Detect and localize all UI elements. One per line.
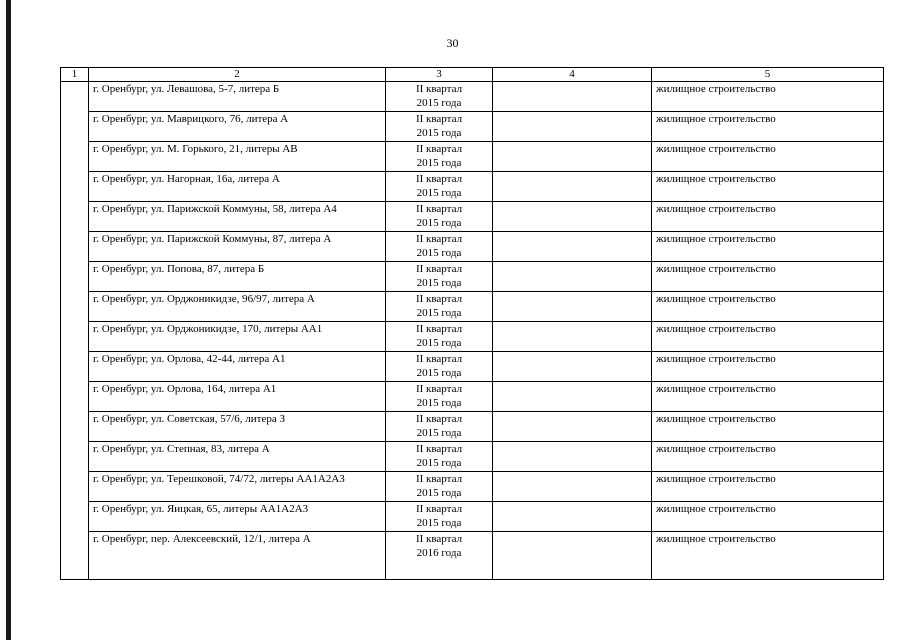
- period-quarter: II квартал: [415, 83, 463, 95]
- purpose-cell: жилищное строительство: [652, 142, 884, 172]
- purpose-cell: жилищное строительство: [652, 442, 884, 472]
- purpose-cell: жилищное строительство: [652, 412, 884, 442]
- period-quarter: II квартал: [415, 413, 463, 425]
- period-cell: [386, 442, 493, 472]
- empty-cell: [493, 442, 652, 472]
- period-year: 2015 года: [416, 187, 462, 199]
- period-quarter: II квартал: [415, 443, 463, 455]
- period-quarter: II квартал: [415, 203, 463, 215]
- property-table: [60, 67, 884, 580]
- column-header: 4: [493, 68, 652, 82]
- address-cell: г. Оренбург, пер. Алексеевский, 12/1, литера А: [89, 532, 386, 580]
- address-cell: г. Оренбург, ул. Левашова, 5-7, литера Б: [89, 82, 386, 112]
- period-cell: [386, 382, 493, 412]
- empty-cell: [493, 232, 652, 262]
- period-cell: [386, 202, 493, 232]
- purpose-cell: жилищное строительство: [652, 322, 884, 352]
- table-row: [61, 322, 884, 352]
- column-header: 5: [652, 68, 884, 82]
- empty-cell: [493, 352, 652, 382]
- period-year: 2015 года: [416, 427, 462, 439]
- empty-cell: [493, 532, 652, 580]
- table-row: [61, 292, 884, 322]
- period-cell: [386, 322, 493, 352]
- table-row: [61, 382, 884, 412]
- period-cell: [386, 292, 493, 322]
- address-cell: г. Оренбург, ул. Маврицкого, 76, литера А: [89, 112, 386, 142]
- period-year: 2015 года: [416, 127, 462, 139]
- address-cell: г. Оренбург, ул. Попова, 87, литера Б: [89, 262, 386, 292]
- scan-edge-bar: [6, 0, 11, 640]
- period-year: 2015 года: [416, 457, 462, 469]
- period-year: 2015 года: [416, 247, 462, 259]
- purpose-cell: жилищное строительство: [652, 232, 884, 262]
- column-number-row: [61, 68, 884, 82]
- empty-cell: [493, 292, 652, 322]
- empty-cell: [493, 172, 652, 202]
- purpose-cell: жилищное строительство: [652, 262, 884, 292]
- empty-cell: [493, 262, 652, 292]
- purpose-cell: жилищное строительство: [652, 112, 884, 142]
- table-row: [61, 112, 884, 142]
- address-cell: г. Оренбург, ул. Терешковой, 74/72, литеры АА1А2А3: [89, 472, 386, 502]
- period-quarter: II квартал: [415, 533, 463, 545]
- address-cell: г. Оренбург, ул. Парижской Коммуны, 87, литера А: [89, 232, 386, 262]
- period-cell: [386, 82, 493, 112]
- period-year: 2015 года: [416, 367, 462, 379]
- period-cell: [386, 262, 493, 292]
- period-cell: [386, 142, 493, 172]
- period-year: 2015 года: [416, 97, 462, 109]
- empty-cell: [493, 322, 652, 352]
- period-cell: [386, 532, 493, 580]
- row-number-cell: [61, 82, 89, 580]
- table-row: [61, 412, 884, 442]
- purpose-cell: жилищное строительство: [652, 202, 884, 232]
- table-body: [61, 82, 884, 580]
- page-number: 30: [446, 36, 459, 50]
- empty-cell: [493, 412, 652, 442]
- period-quarter: II квартал: [415, 143, 463, 155]
- empty-cell: [493, 112, 652, 142]
- period-year: 2015 года: [416, 157, 462, 169]
- period-year: 2015 года: [416, 517, 462, 529]
- period-quarter: II квартал: [415, 263, 463, 275]
- purpose-cell: жилищное строительство: [652, 532, 884, 580]
- table-row: [61, 232, 884, 262]
- empty-cell: [493, 382, 652, 412]
- period-quarter: II квартал: [415, 473, 463, 485]
- period-cell: [386, 172, 493, 202]
- period-year: 2015 года: [416, 397, 462, 409]
- address-cell: г. Оренбург, ул. Нагорная, 16а, литера А: [89, 172, 386, 202]
- address-cell: г. Оренбург, ул. Орджоникидзе, 170, литеры АА1: [89, 322, 386, 352]
- period-quarter: II квартал: [415, 233, 463, 245]
- period-quarter: II квартал: [415, 353, 463, 365]
- period-quarter: II квартал: [415, 383, 463, 395]
- period-quarter: II квартал: [415, 503, 463, 515]
- address-cell: г. Оренбург, ул. М. Горького, 21, литеры АВ: [89, 142, 386, 172]
- address-cell: г. Оренбург, ул. Орлова, 42-44, литера А1: [89, 352, 386, 382]
- period-year: 2015 года: [416, 487, 462, 499]
- period-quarter: II квартал: [415, 173, 463, 185]
- period-quarter: II квартал: [415, 113, 463, 125]
- table-row: [61, 202, 884, 232]
- period-cell: [386, 472, 493, 502]
- table-row: [61, 442, 884, 472]
- empty-cell: [493, 502, 652, 532]
- period-quarter: II квартал: [415, 323, 463, 335]
- purpose-cell: жилищное строительство: [652, 382, 884, 412]
- period-year: 2016 года: [416, 547, 462, 559]
- purpose-cell: жилищное строительство: [652, 502, 884, 532]
- period-quarter: II квартал: [415, 293, 463, 305]
- address-cell: г. Оренбург, ул. Советская, 57/6, литера З: [89, 412, 386, 442]
- table-row: [61, 82, 884, 112]
- period-cell: [386, 352, 493, 382]
- address-cell: г. Оренбург, ул. Парижской Коммуны, 58, литера А4: [89, 202, 386, 232]
- purpose-cell: жилищное строительство: [652, 292, 884, 322]
- empty-cell: [493, 202, 652, 232]
- purpose-cell: жилищное строительство: [652, 472, 884, 502]
- address-cell: г. Оренбург, ул. Орджоникидзе, 96/97, литера А: [89, 292, 386, 322]
- column-header: 1: [61, 68, 89, 82]
- table-row: [61, 532, 884, 580]
- period-cell: [386, 412, 493, 442]
- table-row: [61, 142, 884, 172]
- table-row: [61, 262, 884, 292]
- address-cell: г. Оренбург, ул. Яицкая, 65, литеры АА1А2А3: [89, 502, 386, 532]
- table-row: [61, 472, 884, 502]
- purpose-cell: жилищное строительство: [652, 172, 884, 202]
- table-row: [61, 172, 884, 202]
- table-row: [61, 502, 884, 532]
- period-year: 2015 года: [416, 217, 462, 229]
- period-year: 2015 года: [416, 337, 462, 349]
- period-cell: [386, 112, 493, 142]
- purpose-cell: жилищное строительство: [652, 352, 884, 382]
- table-row: [61, 352, 884, 382]
- column-header: 2: [89, 68, 386, 82]
- empty-cell: [493, 82, 652, 112]
- period-year: 2015 года: [416, 307, 462, 319]
- period-year: 2015 года: [416, 277, 462, 289]
- empty-cell: [493, 472, 652, 502]
- period-cell: [386, 232, 493, 262]
- period-cell: [386, 502, 493, 532]
- empty-cell: [493, 142, 652, 172]
- address-cell: г. Оренбург, ул. Степная, 83, литера А: [89, 442, 386, 472]
- column-header: 3: [386, 68, 493, 82]
- address-cell: г. Оренбург, ул. Орлова, 164, литера А1: [89, 382, 386, 412]
- purpose-cell: жилищное строительство: [652, 82, 884, 112]
